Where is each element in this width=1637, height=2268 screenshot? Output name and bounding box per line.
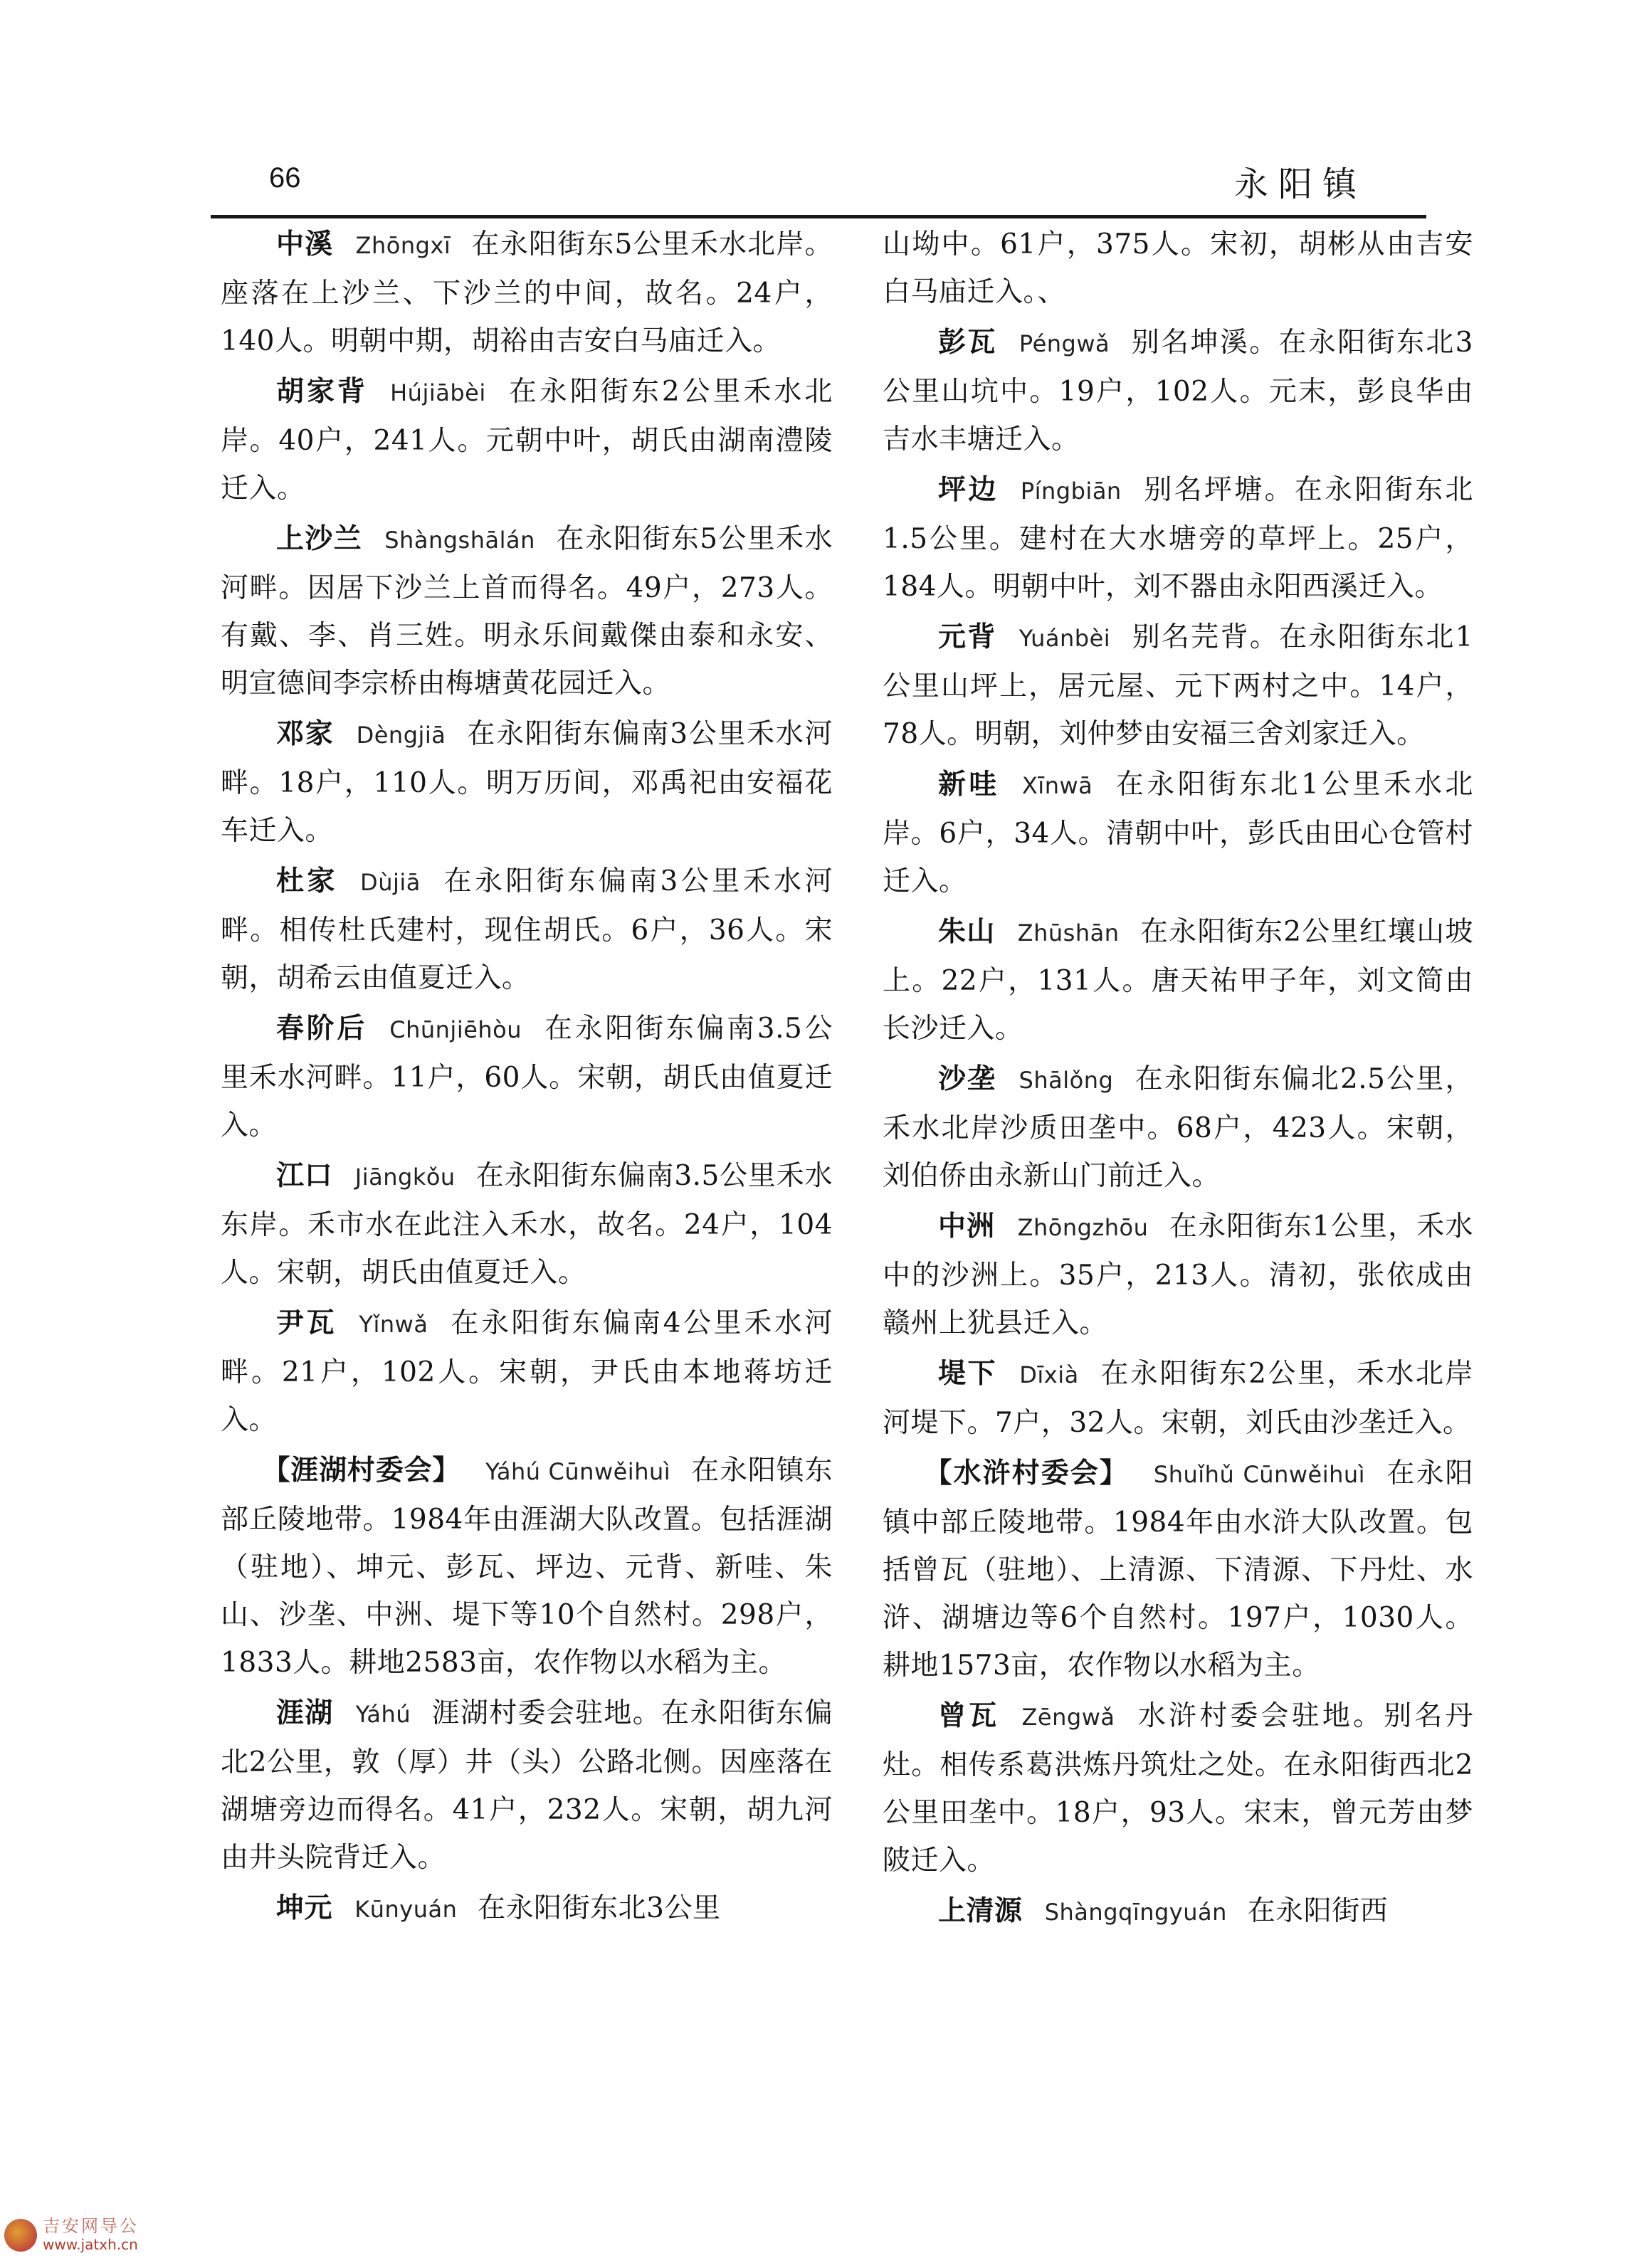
place-description: 别名坤溪。在永阳街东北3公里山坑中。19户，102人。元末，彭良华由吉水丰塘迁入。	[883, 327, 1473, 455]
place-description: 山坳中。61户，375人。宋初，胡彬从由吉安白马庙迁入。、	[883, 228, 1473, 308]
place-entry	[221, 221, 833, 365]
place-pinyin: Kūnyuán	[354, 1896, 458, 1923]
place-description: 在永阳街东5公里禾水北岸。座落在上沙兰、下沙兰的中间，故名。24户，140人。明朝中期，胡裕由吉安白马庙迁入。	[221, 228, 833, 357]
watermark-text	[43, 2217, 139, 2254]
place-description: 在永阳镇中部丘陵地带。1984年由水浒大队改置。包括曾瓦（驻地）、上清源、下清源、下丹灶、水浒、湖塘边等6个自然村。197户，1030人。耕地1573亩，农作物以水稻为主。	[883, 1457, 1473, 1682]
place-pinyin: Péngwǎ	[1018, 330, 1110, 357]
place-entry	[883, 613, 1473, 758]
place-description: 在永阳街东2公里，禾水北岸河堤下。7户，32人。宋朝，刘氏由沙垄迁入。	[883, 1358, 1473, 1439]
place-entry	[883, 319, 1473, 463]
right-column	[883, 221, 1473, 1939]
place-name: 中洲	[938, 1210, 996, 1243]
place-name: 曾瓦	[938, 1699, 1000, 1732]
place-name: 沙垄	[938, 1062, 997, 1095]
place-entry	[221, 710, 833, 855]
place-name: 新哇	[938, 768, 1000, 801]
place-pinyin: Dīxià	[1019, 1361, 1079, 1388]
place-description: 在永阳镇东部丘陵地带。1984年由涯湖大队改置。包括涯湖（驻地）、坤元、彭瓦、坪边、元背、新哇、朱山、沙垄、中洲、堤下等10个自然村。298户，1833人。耕地2583亩，农作物以水稻为主。	[221, 1455, 833, 1679]
place-name: 坪边	[938, 473, 999, 506]
header-rule	[211, 215, 1426, 218]
place-name: 彭瓦	[938, 326, 997, 359]
place-name: 堤下	[938, 1357, 998, 1390]
place-name: 【涯湖村委会】	[262, 1454, 461, 1487]
place-entry	[883, 1055, 1473, 1200]
place-pinyin: Shàngqīngyuán	[1044, 1899, 1227, 1926]
place-entry	[221, 368, 833, 512]
place-entry	[221, 1884, 833, 1934]
place-pinyin: Zhōngxī	[355, 232, 451, 259]
place-name: 胡家背	[276, 375, 368, 408]
place-pinyin: Dùjiā	[360, 869, 421, 896]
place-entry	[883, 466, 1473, 611]
place-entry	[221, 1152, 833, 1297]
place-description: 在永阳街东北3公里	[478, 1892, 721, 1924]
place-pinyin: Hújiābèi	[390, 379, 486, 406]
place-pinyin: Yǐnwǎ	[359, 1311, 428, 1338]
place-description: 涯湖村委会驻地。在永阳街东偏北2公里，敦（厚）井（头）公路北侧。因座落在湖塘旁边而得名。41户，232人。宋朝，胡九河由井头院背迁入。	[221, 1697, 833, 1874]
place-pinyin: Píngbiān	[1020, 478, 1122, 505]
place-name: 朱山	[938, 915, 996, 948]
place-pinyin: Shàngshālán	[384, 527, 535, 554]
section-entry	[221, 1447, 833, 1687]
watermark-url: www.jatxh.cn	[43, 2236, 138, 2253]
place-entry	[883, 221, 1473, 316]
place-name: 上沙兰	[276, 522, 363, 555]
place-pinyin: Yáhú	[355, 1701, 411, 1728]
place-description: 在永阳街东偏南3.5公里禾水河畔。11户，60人。宋朝，胡氏由值夏迁入。	[221, 1013, 833, 1141]
place-pinyin: Zhōngzhōu	[1017, 1214, 1149, 1241]
place-name: 中溪	[276, 228, 334, 260]
place-description: 别名芫背。在永阳街东北1公里山坪上，居元屋、元下两村之中。14户，78人。明朝，刘仲梦由安福三舍刘家迁入。	[883, 621, 1473, 750]
place-entry	[221, 1689, 833, 1882]
place-pinyin: Shuǐhǔ Cūnwěihuì	[1153, 1461, 1366, 1488]
place-pinyin: Zhūshān	[1017, 919, 1120, 946]
place-entry	[221, 858, 833, 1002]
place-entry	[883, 1692, 1473, 1884]
place-pinyin: Xīnwā	[1021, 772, 1093, 799]
watermark-title: 吉安网导公	[43, 2216, 139, 2236]
place-description: 水浒村委会驻地。别名丹灶。相传系葛洪炼丹筑灶之处。在永阳街西北2公里田垄中。18户，93人。宋末，曾元芳由梦陂迁入。	[883, 1700, 1473, 1877]
place-name: 杜家	[276, 865, 338, 897]
place-entry	[883, 1203, 1473, 1347]
place-pinyin: Jiāngkǒu	[354, 1164, 456, 1191]
place-description: 在永阳街东2公里禾水北岸。40户，241人。元朝中叶，胡氏由湖南澧陵迁入。	[221, 376, 833, 505]
place-name: 尹瓦	[276, 1307, 337, 1339]
place-description: 在永阳街东偏南3.5公里禾水东岸。禾市水在此注入禾水，故名。24户，104人。宋朝，胡氏由值夏迁入。	[221, 1160, 833, 1289]
place-name: 【水浒村委会】	[924, 1457, 1129, 1489]
place-entry	[883, 1887, 1473, 1936]
place-name: 江口	[276, 1159, 333, 1192]
place-pinyin: Shālǒng	[1018, 1067, 1114, 1094]
place-description: 在永阳街东1公里，禾水中的沙洲上。35户，213人。清初，张依成由赣州上犹县迁入。	[883, 1211, 1473, 1339]
place-pinyin: Yuánbèi	[1018, 625, 1111, 652]
place-description: 在永阳街西	[1247, 1895, 1389, 1927]
section-entry	[883, 1450, 1473, 1689]
place-description: 在永阳街东5公里禾水河畔。因居下沙兰上首而得名。49户，273人。有戴、李、肖三姓。明永乐间戴傑由泰和永安、明宣德间李宗桥由梅塘黄花园迁入。	[221, 523, 833, 700]
place-entry	[883, 908, 1473, 1053]
place-name: 涯湖	[276, 1697, 334, 1729]
place-entry	[883, 761, 1473, 905]
place-name: 春阶后	[276, 1012, 368, 1045]
place-description: 别名坪塘。在永阳街东北1.5公里。建村在大水塘旁的草坪上。25户，184人。明朝中叶，刘不器由永阳西溪迁入。	[883, 474, 1473, 603]
place-entry	[883, 1350, 1473, 1447]
place-name: 上清源	[938, 1894, 1023, 1927]
seal-logo-icon	[4, 2219, 37, 2252]
place-pinyin: Yáhú Cūnwěihuì	[485, 1458, 671, 1485]
place-entry	[221, 515, 833, 707]
place-description: 在永阳街东偏南3公里禾水河畔。18户，110人。明万历间，邓禹祀由安福花车迁入。	[221, 718, 833, 847]
place-description: 在永阳街东偏北2.5公里，禾水北岸沙质田垄中。68户，423人。宋朝，刘伯侨由永新山门前迁入。	[883, 1063, 1473, 1192]
place-entry	[221, 1299, 833, 1444]
place-pinyin: Zēngwǎ	[1021, 1704, 1115, 1731]
place-entry	[221, 1005, 833, 1149]
place-pinyin: Chūnjiēhòu	[389, 1016, 522, 1043]
page-number: 66	[269, 162, 301, 194]
place-description: 在永阳街东偏南3公里禾水河畔。相传杜氏建村，现住胡氏。6户，36人。宋朝，胡希云由值夏迁入。	[221, 865, 833, 994]
place-pinyin: Dèngjiā	[356, 722, 446, 749]
running-head: 永阳镇	[1233, 164, 1367, 204]
place-description: 在永阳街东2公里红壤山坡上。22户，131人。唐天祐甲子年，刘文简由长沙迁入。	[883, 916, 1473, 1045]
left-column	[221, 221, 833, 1936]
place-name: 元背	[938, 621, 997, 653]
place-description: 在永阳街东北1公里禾水北岸。6户，34人。清朝中叶，彭氏由田心仓管村迁入。	[883, 769, 1473, 897]
watermark	[4, 2217, 139, 2254]
place-description: 在永阳街东偏南4公里禾水河畔。21户，102人。宋朝，尹氏由本地蒋坊迁入。	[221, 1307, 833, 1436]
place-name: 邓家	[276, 717, 335, 750]
place-name: 坤元	[276, 1892, 333, 1924]
